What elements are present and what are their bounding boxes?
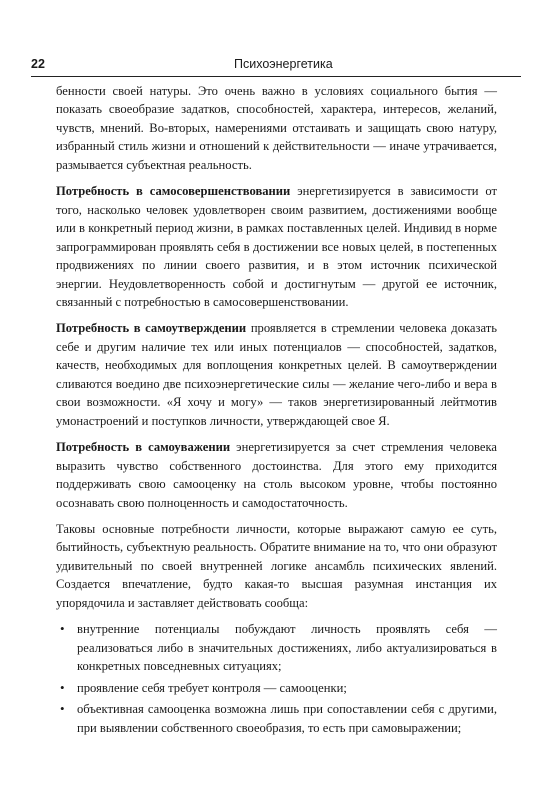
term-self-improvement: Потребность в самосовершенствовании: [56, 184, 291, 199]
term-self-affirmation: Потребность в самоутверждении: [56, 321, 247, 336]
paragraph-continued: бенности своей натуры. Это очень важно в условиях социального бытия — показать своеобразие задатков, способностей, характера, интересов, желаний, чувств, мнений. Во-вторых, намерениями отстаивать и защищать свою натуру, избранный стиль жизни и отношений к действительности — иначе утрачивается, размывается субъектная реальность.: [56, 84, 497, 172]
paragraph-self-affirmation: [56, 319, 497, 430]
paragraph-self-respect: [56, 438, 497, 512]
list-item-text: объективная самооценка возможна лишь при сопоставлении себя с другими, при выявлении собственного своеобразия, то есть при самовыражении;: [77, 702, 497, 735]
running-title: Психоэнергетика: [234, 57, 333, 71]
bullet-icon: •: [60, 621, 65, 637]
paragraph-self-improvement-text: энергетизируется в зависимости от того, насколько человек удовлетворен своим развитием, достижениями вообще или в конкретный период жизни, в рамках поставленных целей. Индивид в норме запрограммирован проявлять себя в достижении все новых целей, в постепенных продвижениях по линии своего развития, и в этом источник психической энергии. Неудовлетворенность собой и достигнутым — другой ее источник, связанный с потребностью в самосовершенствовании.: [56, 184, 498, 309]
term-self-respect: Потребность в самоуважении: [56, 440, 231, 455]
paragraph-self-improvement: [56, 182, 497, 311]
bullet-icon: •: [60, 679, 65, 695]
paragraph-summary: Таковы основные потребности личности, которые выражают самую ее суть, бытийность, субъектную реальность. Обратите внимание на то, что они образуют удивительный по своей внутренней логике ансамбль психических явлений. Создается впечатление, будто какая-то высшая разумная инстанция их упорядочила и заставляет действовать сообща:: [56, 521, 497, 610]
header-rule: [31, 76, 521, 77]
running-header: [31, 54, 521, 76]
bullet-list: [56, 620, 497, 737]
bullet-icon: •: [60, 701, 65, 717]
page-number: 22: [31, 57, 45, 71]
paragraph-self-affirmation-text: проявляется в стремлении человека доказать себе и другим наличие тех или иных потенциалов — способностей, задатков, качеств, необходимых для воплощения конкретных целей. В самоутверждении сливаются воедино две психоэнергетические силы — желание чего-либо и вера в свои возможности. «Я хочу и могу» — таков энергетизированный лейтмотив умонастроений и поступков личности, утверждающей свое Я.: [56, 321, 497, 428]
list-item-text: проявление себя требует контроля — самооценки;: [77, 680, 347, 695]
paragraph-self-respect-text: энергетизируется за счет стремления человека выразить чувство собственного достоинства. Для этого ему приходится поддерживать свою самооценку на столь высоком уровне, чтобы постоянно осознавать свою полноценность и самодостаточность.: [56, 440, 497, 510]
list-item: [56, 700, 497, 737]
list-item-text: внутренние потенциалы побуждают личность проявлять себя — реализоваться либо в значительных достижениях, либо актуализироваться в конкретных повседневных ситуациях;: [77, 622, 497, 674]
list-item: [56, 679, 497, 697]
body-text: [56, 82, 497, 740]
list-item: [56, 620, 497, 675]
